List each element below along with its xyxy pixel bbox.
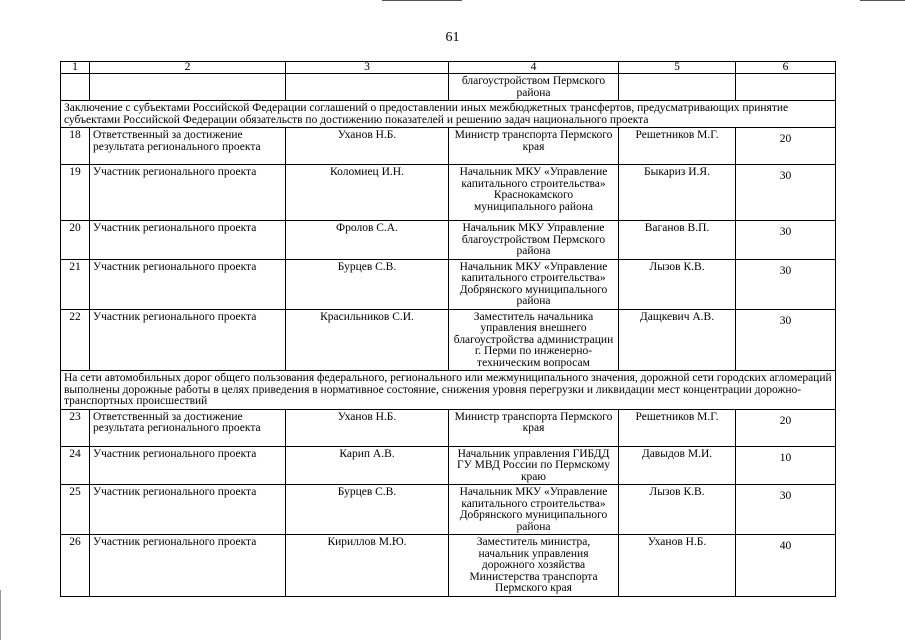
row-involvement-percent: 40 xyxy=(736,535,836,597)
row-number: 19 xyxy=(61,165,90,221)
row-involvement-percent: 30 xyxy=(736,259,836,309)
continuation-cell-3 xyxy=(286,74,449,101)
row-involvement-percent: 20 xyxy=(736,128,836,165)
top-scan-line xyxy=(382,0,462,1)
row-role: Участник регионального проекта xyxy=(90,535,286,597)
row-number: 20 xyxy=(61,221,90,260)
continuation-position: благоустройством Пермского района xyxy=(449,74,619,101)
column-number-2: 2 xyxy=(90,62,286,74)
continuation-cell-1 xyxy=(61,74,90,101)
column-number-1: 1 xyxy=(61,62,90,74)
row-supervisor: Быкариз И.Я. xyxy=(619,165,736,221)
row-position: Заместитель министра, начальник управления дорожного хозяйства Министерства транспорта Пермского края xyxy=(449,535,619,597)
row-role: Участник регионального проекта xyxy=(90,309,286,371)
row-position: Начальник управления ГИБДД ГУ МВД России по Пермскому краю xyxy=(449,446,619,485)
row-supervisor: Дащкевич А.В. xyxy=(619,309,736,371)
table-row xyxy=(61,221,836,260)
row-responsible-name: Бурцев С.В. xyxy=(286,259,449,309)
row-responsible-name: Кириллов М.Ю. xyxy=(286,535,449,597)
row-involvement-percent: 10 xyxy=(736,446,836,485)
row-role: Участник регионального проекта xyxy=(90,221,286,260)
row-number: 21 xyxy=(61,259,90,309)
row-responsible-name: Фролов С.А. xyxy=(286,221,449,260)
continuation-row xyxy=(61,74,836,101)
row-responsible-name: Коломиец И.Н. xyxy=(286,165,449,221)
section-row-2 xyxy=(61,371,836,410)
row-supervisor: Решетников М.Г. xyxy=(619,128,736,165)
column-number-6: 6 xyxy=(736,62,836,74)
table-row xyxy=(61,128,836,165)
row-position: Начальник МКУ «Управление капитального строительства» Краснокамского муниципального района xyxy=(449,165,619,221)
row-involvement-percent: 30 xyxy=(736,165,836,221)
column-number-3: 3 xyxy=(286,62,449,74)
row-responsible-name: Уханов Н.Б. xyxy=(286,409,449,446)
row-supervisor: Лызов К.В. xyxy=(619,485,736,535)
row-involvement-percent: 20 xyxy=(736,409,836,446)
page-number: 61 xyxy=(445,30,460,45)
row-responsible-name: Красильников С.И. xyxy=(286,309,449,371)
section-heading: На сети автомобильных дорог общего пользования федерального, регионального или межмуниципального значения, дорожной сети городских агломераций выполнены дорожные работы в целях приведения в нормативное состояние, снижения уровня перегрузки и ликвидации мест концентрации дорожно-транспортных происшествий xyxy=(61,371,836,410)
table-row xyxy=(61,409,836,446)
row-responsible-name: Бурцев С.В. xyxy=(286,485,449,535)
row-number: 23 xyxy=(61,409,90,446)
section-heading: Заключение с субъектами Российской Федерации соглашений о предоставлении иных межбюджетных трансфертов, предусматривающих принятие субъектами Российской Федерации обязательств по достижению показателей и решению задач национального проекта xyxy=(61,101,836,128)
table-row xyxy=(61,165,836,221)
row-supervisor: Решетников М.Г. xyxy=(619,409,736,446)
left-scan-edge xyxy=(0,590,1,640)
section-row-1 xyxy=(61,101,836,128)
row-number: 24 xyxy=(61,446,90,485)
column-header-row xyxy=(61,62,836,74)
row-position: Начальник МКУ «Управление капитального строительства» Добрянского муниципального района xyxy=(449,485,619,535)
row-role: Ответственный за достижение результата регионального проекта xyxy=(90,128,286,165)
row-role: Участник регионального проекта xyxy=(90,259,286,309)
row-role: Ответственный за достижение результата регионального проекта xyxy=(90,409,286,446)
row-involvement-percent: 30 xyxy=(736,485,836,535)
row-number: 25 xyxy=(61,485,90,535)
row-role: Участник регионального проекта xyxy=(90,446,286,485)
row-number: 18 xyxy=(61,128,90,165)
table-row xyxy=(61,446,836,485)
row-supervisor: Лызов К.В. xyxy=(619,259,736,309)
row-position: Министр транспорта Пермского края xyxy=(449,128,619,165)
continuation-cell-5 xyxy=(619,74,736,101)
continuation-cell-6 xyxy=(736,74,836,101)
row-supervisor: Уханов Н.Б. xyxy=(619,535,736,597)
row-number: 26 xyxy=(61,535,90,597)
table-row xyxy=(61,259,836,309)
row-supervisor: Давыдов М.И. xyxy=(619,446,736,485)
row-role: Участник регионального проекта xyxy=(90,485,286,535)
row-responsible-name: Уханов Н.Б. xyxy=(286,128,449,165)
row-supervisor: Ваганов В.П. xyxy=(619,221,736,260)
row-number: 22 xyxy=(61,309,90,371)
top-scan-line-right xyxy=(860,0,905,1)
row-position: Министр транспорта Пермского края xyxy=(449,409,619,446)
table-row xyxy=(61,309,836,371)
row-position: Начальник МКУ «Управление капитального строительства» Добрянского муниципального района xyxy=(449,259,619,309)
continuation-cell-2 xyxy=(90,74,286,101)
row-position: Начальник МКУ Управление благоустройством Пермского района xyxy=(449,221,619,260)
assignment-table xyxy=(60,61,836,597)
row-position: Заместитель начальника управления внешнего благоустройства администрации г. Перми по инженерно-техническим вопросам xyxy=(449,309,619,371)
column-number-4: 4 xyxy=(449,62,619,74)
table-row xyxy=(61,535,836,597)
row-involvement-percent: 30 xyxy=(736,221,836,260)
row-involvement-percent: 30 xyxy=(736,309,836,371)
row-role: Участник регионального проекта xyxy=(90,165,286,221)
column-number-5: 5 xyxy=(619,62,736,74)
table-row xyxy=(61,485,836,535)
row-responsible-name: Карип А.В. xyxy=(286,446,449,485)
